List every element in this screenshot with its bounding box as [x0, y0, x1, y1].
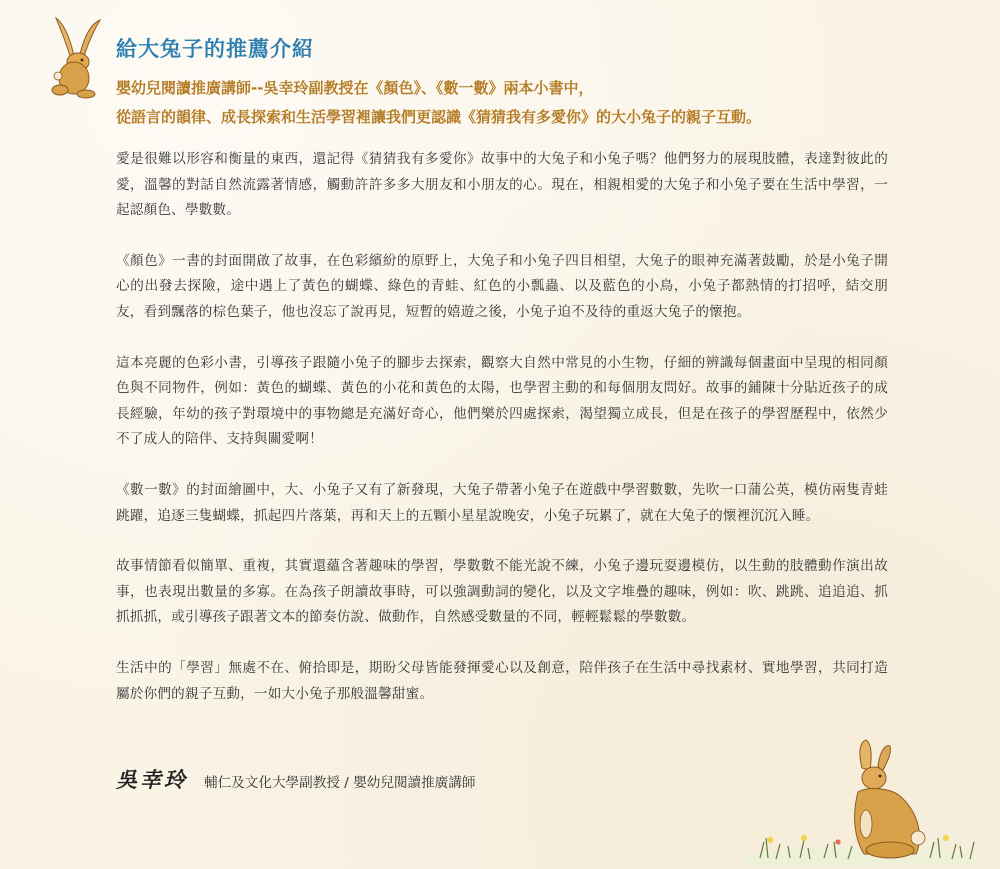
subtitle-line-2: 從語言的韻律、成長探索和生活學習裡讓我們更認識《猜猜我有多愛你》的大小兔子的親子互動。 [116, 108, 762, 126]
article-body [116, 147, 888, 732]
author-name: 吳幸玲 [116, 767, 188, 792]
author-title: 輔仁及文化大學副教授 / 嬰幼兒閱讀推廣講師 [204, 775, 476, 791]
paragraph: 《數一數》的封面繪圖中，大、小兔子又有了新發現，大兔子帶著小兔子在遊戲中學習數數，先吹一口蒲公英，模仿兩隻青蛙跳躍，追逐三隻蝴蝶，抓起四片落葉，再和天上的五顆小星星說晚安，小兔子玩累了，就在大兔子的懷裡沉沉入睡。 [116, 481, 888, 524]
page-title: 給大兔子的推薦介紹 [116, 36, 314, 61]
paragraph: 這本亮麗的色彩小書，引導孩子跟隨小兔子的腳步去探索，觀察大自然中常見的小生物，仔細的辨識每個畫面中呈現的相同顏色與不同物件，例如：黃色的蝴蝶、黃色的小花和黃色的太陽，也學習主動的和每個朋友問好。故事的鋪陳十分貼近孩子的成長經驗，年幼的孩子對環境中的事物總是充滿好奇心，他們樂於四處探索，渴望獨立成長，但是在孩子的學習歷程中，依然少不了成人的陪伴、支持與關愛啊！ [116, 354, 888, 448]
paragraph: 故事情節看似簡單、重複，其實還蘊含著趣味的學習，學數數不能光說不練，小兔子邊玩耍邊模仿，以生動的肢體動作演出故事，也表現出數量的多寡。在為孩子朗讀故事時，可以強調動詞的變化，以及文字堆疊的趣味，例如：吹、跳跳、追追追、抓抓抓抓，或引導孩子跟著文本的節奏仿說、做動作，自然感受數量的不同，輕輕鬆鬆的學數數。 [116, 558, 888, 626]
sitting-hare-icon [740, 738, 980, 866]
paragraph: 愛是很難以形容和衡量的東西，還記得《猜猜我有多愛你》故事中的大兔子和小兔子嗎？他們努力的展現肢體，表達對彼此的愛，溫馨的對話自然流露著情感，觸動許許多多大朋友和小朋友的心。現在，相親相愛的大兔子和小兔子要在生活中學習，一起認顏色、學數數。 [116, 151, 888, 219]
paragraph: 生活中的「學習」無處不在、俯拾即是，期盼父母皆能發揮愛心以及創意，陪伴孩子在生活中尋找素材、實地學習，共同打造屬於你們的親子互動，一如大小兔子那般溫馨甜蜜。 [116, 659, 888, 702]
signature [116, 764, 476, 794]
hopping-hare-icon [44, 16, 114, 102]
paragraph: 《顏色》一書的封面開啟了故事，在色彩繽紛的原野上，大兔子和小兔子四目相望，大兔子的眼神充滿著鼓勵，於是小兔子開心的出發去探險，途中遇上了黃色的蝴蝶、綠色的青蛙、紅色的小瓢蟲、以及藍色的小鳥，小兔子都熱情的打招呼，結交朋友，看到飄落的棕色葉子，他也沒忘了說再見，短暫的嬉遊之後，小兔子迫不及待的重返大兔子的懷抱。 [116, 252, 888, 320]
subtitle-line-1: 嬰幼兒閱讀推廣講師--吳幸玲副教授在《顏色》、《數一數》兩本小書中， [116, 79, 594, 97]
subtitle [116, 74, 976, 132]
